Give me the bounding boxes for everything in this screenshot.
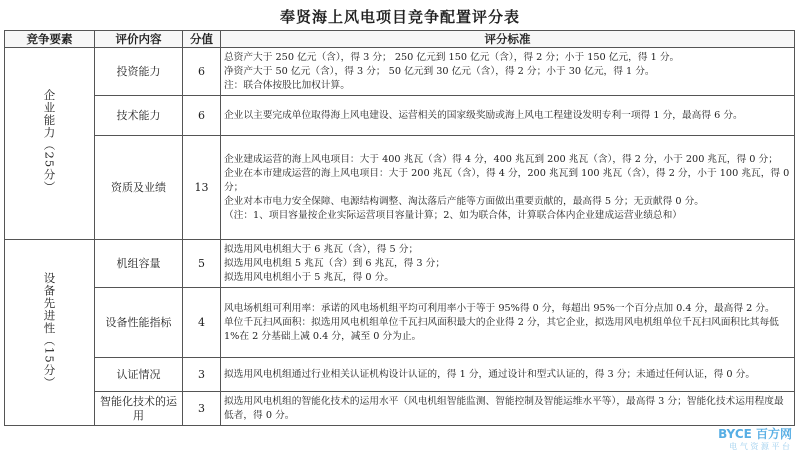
criteria-line: 风电场机组可利用率：承诺的风电场机组平均可利用率小于等于 95%得 0 分，每超出 95%一个百分点加 0.4 分，最高得 2 分。 xyxy=(224,302,775,314)
score-value: 6 xyxy=(183,96,221,136)
criteria-line: 拟选用风电机组 5 兆瓦（含）到 6 兆瓦，得 3 分； xyxy=(224,257,446,269)
page-title: 奉贤海上风电项目竞争配置评分表 xyxy=(279,8,520,26)
criteria-line: 拟选用风电机组小于 5 兆瓦，得 0 分。 xyxy=(224,271,394,283)
item-label: 机组容量 xyxy=(95,240,183,288)
category-enterprise-capability xyxy=(5,48,95,240)
table-row xyxy=(5,288,795,358)
criteria-cell xyxy=(221,96,795,136)
item-label: 设备性能指标 xyxy=(95,288,183,358)
criteria-line: 企业建成运营的海上风电项目：大于 400 兆瓦（含）得 4 分，400 兆瓦到 200 兆瓦（含），得 2 分，小于 200 兆瓦，得 0 分； xyxy=(224,153,778,165)
table-row xyxy=(5,358,795,392)
scoring-table xyxy=(4,30,795,426)
item-label: 投资能力 xyxy=(95,48,183,96)
criteria-line: 注：联合体按股比加权计算。 xyxy=(224,79,350,91)
criteria-line: 企业以主要完成单位取得海上风电建设、运营相关的国家级奖励或海上风电工程建设发明专利一项得 1 分，最高得 6 分。 xyxy=(224,109,743,121)
category-equipment-advancement xyxy=(5,240,95,426)
criteria-cell xyxy=(221,358,795,392)
criteria-cell xyxy=(221,136,795,240)
table-row xyxy=(5,392,795,426)
criteria-line: 净资产大于 50 亿元（含），得 3 分； 50 亿元到 30 亿元（含），得 2 分；小于 30 亿元，得 1 分。 xyxy=(224,65,655,77)
item-label: 智能化技术的运用 xyxy=(95,392,183,426)
header-score: 分值 xyxy=(183,31,221,48)
scoring-table-container xyxy=(4,30,794,426)
criteria-cell xyxy=(221,288,795,358)
table-row xyxy=(5,48,795,96)
category-label: 企业能力（25分） xyxy=(42,89,57,194)
header-criteria: 评分标准 xyxy=(221,31,795,48)
table-row xyxy=(5,136,795,240)
criteria-line: 单位千瓦扫风面积：拟选用风电机组单位千瓦扫风面积最大的企业得 2 分，其它企业，拟选用风电机组单位千瓦扫风面积比其每低 1%在 2 分基础上减 0.4 分，减至 0 分为止。 xyxy=(224,316,779,342)
criteria-line: 拟选用风电机组大于 6 兆瓦（含），得 5 分； xyxy=(224,243,419,255)
criteria-line: 拟选用风电机组通过行业相关认证机构设计认证的，得 1 分，通过设计和型式认证的，得 3 分；未通过任何认证，得 0 分。 xyxy=(224,368,756,380)
item-label: 认证情况 xyxy=(95,358,183,392)
item-label: 资质及业绩 xyxy=(95,136,183,240)
score-value: 3 xyxy=(183,392,221,426)
score-value: 5 xyxy=(183,240,221,288)
criteria-cell xyxy=(221,48,795,96)
criteria-line: 拟选用风电机组的智能化技术的运用水平（风电机组智能监测、智能控制及智能运维水平等），最高得 3 分；智能化技术运用程度最低者，得 0 分。 xyxy=(224,395,784,421)
watermark-logo: BYCE 百方网 xyxy=(718,427,792,441)
table-header-row xyxy=(5,31,795,48)
criteria-cell xyxy=(221,240,795,288)
table-row xyxy=(5,96,795,136)
header-factor: 竞争要素 xyxy=(5,31,95,48)
score-value: 4 xyxy=(183,288,221,358)
criteria-line: （注：1、项目容量按企业实际运营项目容量计算；2、如为联合体，计算联合体内企业建成运营业绩总和） xyxy=(224,209,682,221)
item-label: 技术能力 xyxy=(95,96,183,136)
header-content: 评价内容 xyxy=(95,31,183,48)
score-value: 3 xyxy=(183,358,221,392)
criteria-line: 企业对本市电力安全保障、电源结构调整、淘汰落后产能等方面做出重要贡献的，最高得 5 分；无贡献得 0 分。 xyxy=(224,195,704,207)
criteria-line: 企业在本市建成运营的海上风电项目：大于 200 兆瓦（含），得 4 分，200 兆瓦到 100 兆瓦（含），得 2 分，小于 100 兆瓦，得 0 分； xyxy=(224,167,790,193)
criteria-cell xyxy=(221,392,795,426)
score-value: 6 xyxy=(183,48,221,96)
score-value: 13 xyxy=(183,136,221,240)
category-label: 设备先进性（15分） xyxy=(42,272,57,389)
table-row xyxy=(5,240,795,288)
criteria-line: 总资产大于 250 亿元（含），得 3 分； 250 亿元到 150 亿元（含），得 2 分；小于 150 亿元，得 1 分。 xyxy=(224,51,680,63)
watermark-subtitle: 电 气 资 源 平 台 xyxy=(729,442,790,451)
